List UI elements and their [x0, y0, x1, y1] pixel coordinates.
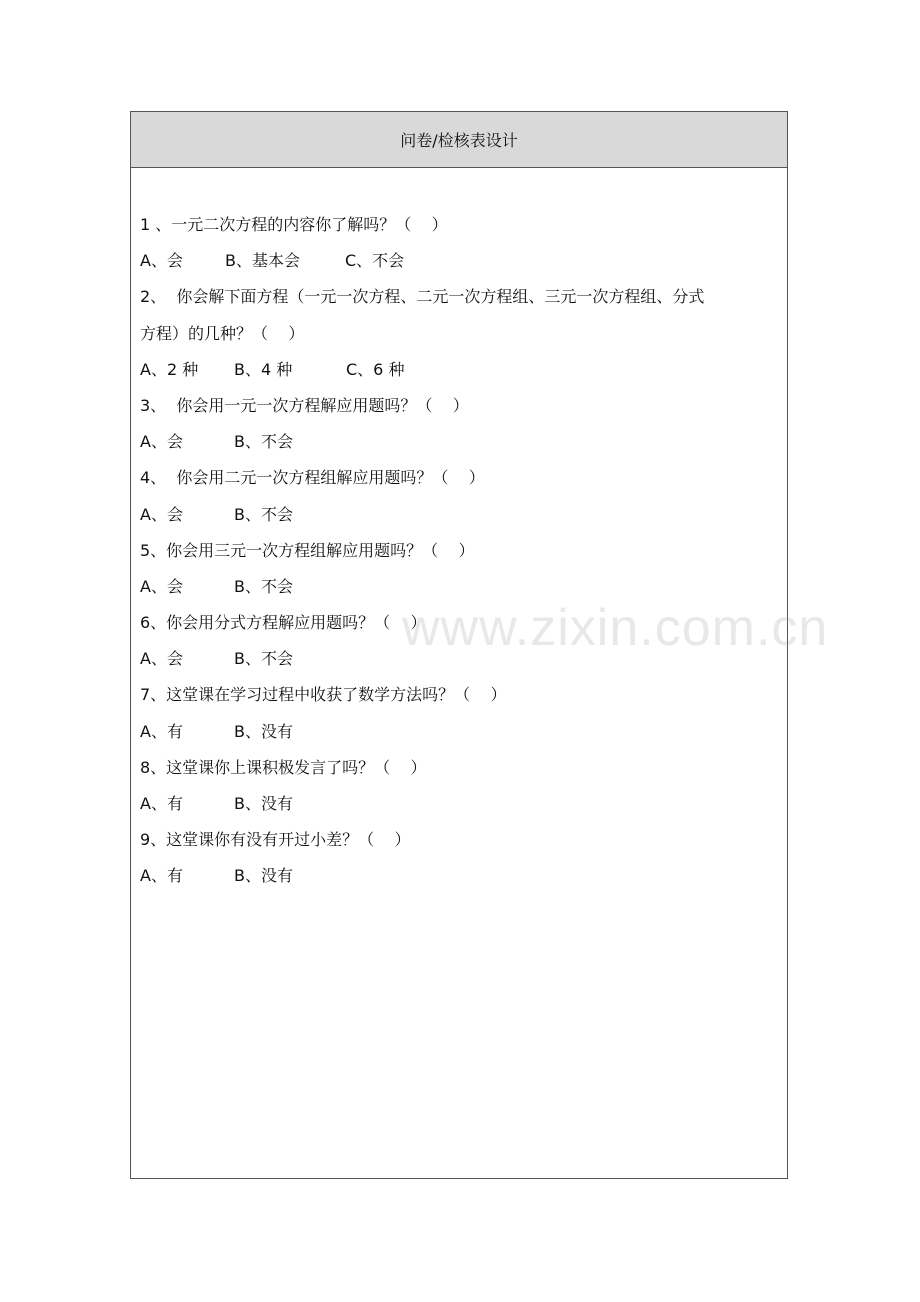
question-5-text: 5、你会用三元一次方程组解应用题吗？（ ） — [140, 540, 475, 560]
option-b: B、不会 — [234, 649, 293, 669]
question-7-options — [140, 714, 787, 750]
question-1-options — [140, 243, 787, 279]
option-a: A、会 — [140, 432, 183, 452]
option-b: B、不会 — [234, 504, 293, 524]
table-header — [131, 112, 787, 168]
option-c: C、6 种 — [346, 359, 405, 379]
question-9-text: 9、这堂课你有没有开过小差？（ ） — [140, 830, 411, 850]
option-b: B、基本会 — [225, 251, 300, 271]
question-7-text: 7、这堂课在学习过程中收获了数学方法吗？（ ） — [140, 685, 507, 705]
option-a: A、会 — [140, 576, 183, 596]
question-2-text-cont: 方程）的几种？（ ） — [140, 323, 305, 343]
option-a: A、会 — [140, 504, 183, 524]
option-c: C、不会 — [345, 251, 405, 271]
option-a: A、有 — [140, 866, 183, 886]
question-3-text: 3、 你会用一元一次方程解应用题吗？（ ） — [140, 395, 469, 415]
option-b: B、没有 — [234, 866, 293, 886]
question-8-options — [140, 786, 787, 822]
question-5-options — [140, 569, 787, 605]
questionnaire-table — [130, 111, 788, 1179]
question-6-text: 6、你会用分式方程解应用题吗？（ ） — [140, 613, 427, 633]
question-8-text: 8、这堂课你上课积极发言了吗？（ ） — [140, 757, 427, 777]
option-b: B、不会 — [234, 576, 293, 596]
option-a: A、有 — [140, 721, 183, 741]
question-1-text: 1 、一元二次方程的内容你了解吗？（ ） — [140, 215, 448, 234]
option-a: A、会 — [140, 649, 183, 669]
option-a: A、会 — [140, 251, 183, 271]
watermark: www.zixin.com.cn — [402, 599, 829, 657]
question-4-options — [140, 497, 787, 533]
option-b: B、没有 — [234, 721, 293, 741]
option-b: B、不会 — [234, 432, 293, 452]
question-2-text: 2、 你会解下面方程（一元一次方程、二元一次方程组、三元一次方程组、分式 — [140, 287, 705, 307]
question-4-text: 4、 你会用二元一次方程组解应用题吗？（ ） — [140, 468, 485, 488]
question-2-options — [140, 352, 787, 388]
question-9-options — [140, 858, 787, 894]
page-title: 问卷/检核表设计 — [400, 131, 518, 150]
question-6-options — [140, 641, 787, 677]
question-3-options — [140, 424, 787, 460]
question-list — [131, 168, 787, 895]
option-b: B、没有 — [234, 794, 293, 813]
option-a: A、2 种 — [140, 359, 199, 379]
option-a: A、有 — [140, 794, 183, 813]
option-b: B、4 种 — [234, 359, 293, 379]
